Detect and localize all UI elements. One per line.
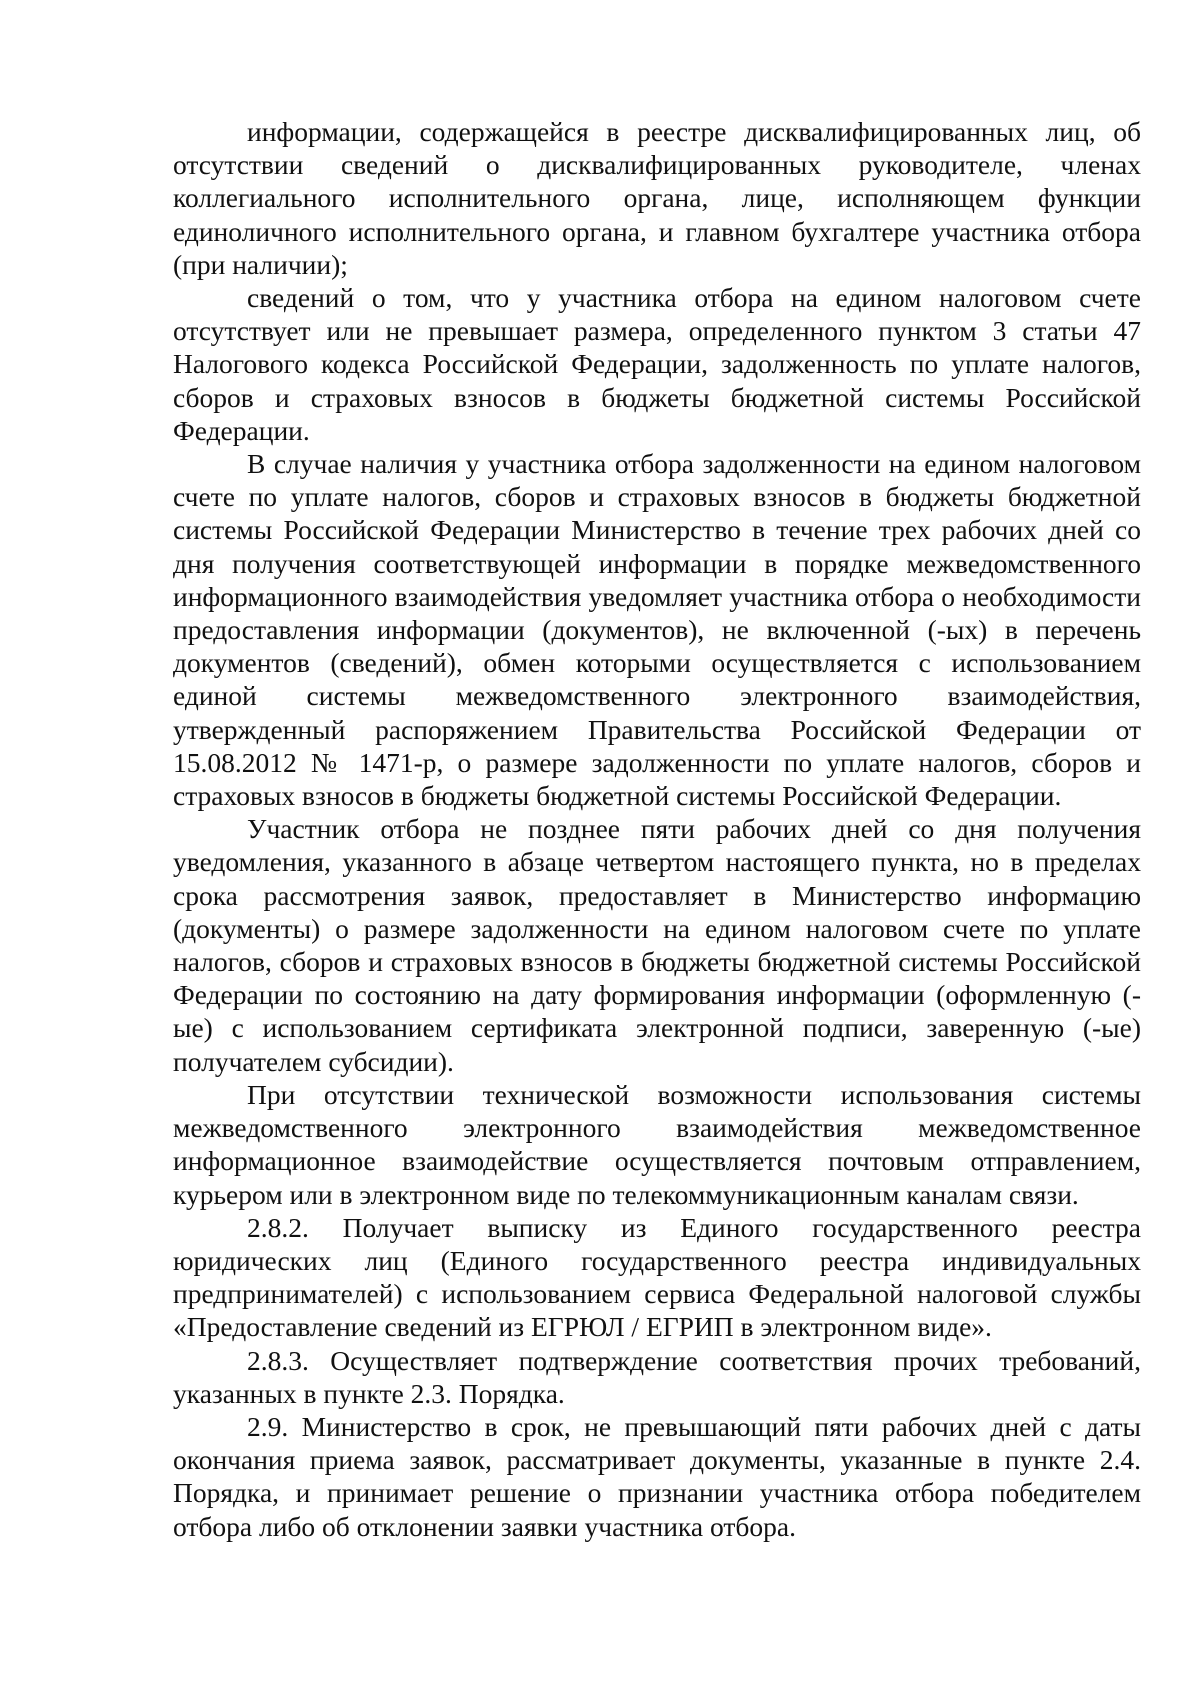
paragraph-2-9: 2.9. Министерство в срок, не превышающий пяти рабочих дней с даты окончания приема заявок, рассматривает документы, указанные в пункте 2.4. Порядка, и принимает решение о признании участника отбора победителем отбора либо об отклонении заявки участника отбора. (173, 1410, 1141, 1542)
document-body (173, 115, 1141, 1543)
paragraph-participant-submission: Участник отбора не позднее пяти рабочих дней со дня получения уведомления, указанного в абзаце четвертом настоящего пункта, но в пределах срока рассмотрения заявок, предоставляет в Министерство информацию (документы) о размере задолженности на едином налоговом счете по уплате налогов, сборов и страховых взносов в бюджеты бюджетной системы Российской Федерации по состоянию на дату формирования информации (оформленную (-ые) с использованием сертификата электронной подписи, заверенную (-ые) получателем субсидии). (173, 813, 1141, 1077)
paragraph-debt-notification: В случае наличия у участника отбора задолженности на едином налоговом счете по уплате налогов, сборов и страховых взносов в бюджеты бюджетной системы Российской Федерации Министерство в течение трех рабочих дней со дня получения соответствующей информации в порядке межведомственного информационного взаимодействия уведомляет участника отбора о необходимости предоставления информации (документов), не включенной (-ых) в перечень документов (сведений), обмен которыми осуществляется с использованием единой системы межведомственного электронного взаимодействия, утвержденный распоряжением Правительства Российской Федерации от 15.08.2012 № 1471-р, о размере задолженности по уплате налогов, сборов и страховых взносов в бюджеты бюджетной системы Российской Федерации. (173, 448, 1141, 812)
paragraph-disqualified-registry: информации, содержащейся в реестре дисквалифицированных лиц, об отсутствии сведений о дисквалифицированных руководителе, членах коллегиального исполнительного органа, лице, исполняющем функции единоличного исполнительного органа, и главном бухгалтере участника отбора (при наличии); (173, 116, 1141, 280)
paragraph-2-8-2: 2.8.2. Получает выписку из Единого государственного реестра юридических лиц (Единого государственного реестра индивидуальных предпринимателей) с использованием сервиса Федеральной налоговой службы «Предоставление сведений из ЕГРЮЛ / ЕГРИП в электронном виде». (173, 1211, 1141, 1343)
paragraph-tax-account-info: сведений о том, что у участника отбора на едином налоговом счете отсутствует или не превышает размера, определенного пунктом 3 статьи 47 Налогового кодекса Российской Федерации, задолженность по уплате налогов, сборов и страховых взносов в бюджеты бюджетной системы Российской Федерации. (173, 282, 1141, 446)
paragraph-2-8-3: 2.8.3. Осуществляет подтверждение соответствия прочих требований, указанных в пункте 2.3. Порядка. (173, 1344, 1141, 1409)
paragraph-no-technical-capability: При отсутствии технической возможности использования системы межведомственного электронного взаимодействия межведомственное информационное взаимодействие осуществляется почтовым отправлением, курьером или в электронном виде по телекоммуникационным каналам связи. (173, 1078, 1141, 1210)
